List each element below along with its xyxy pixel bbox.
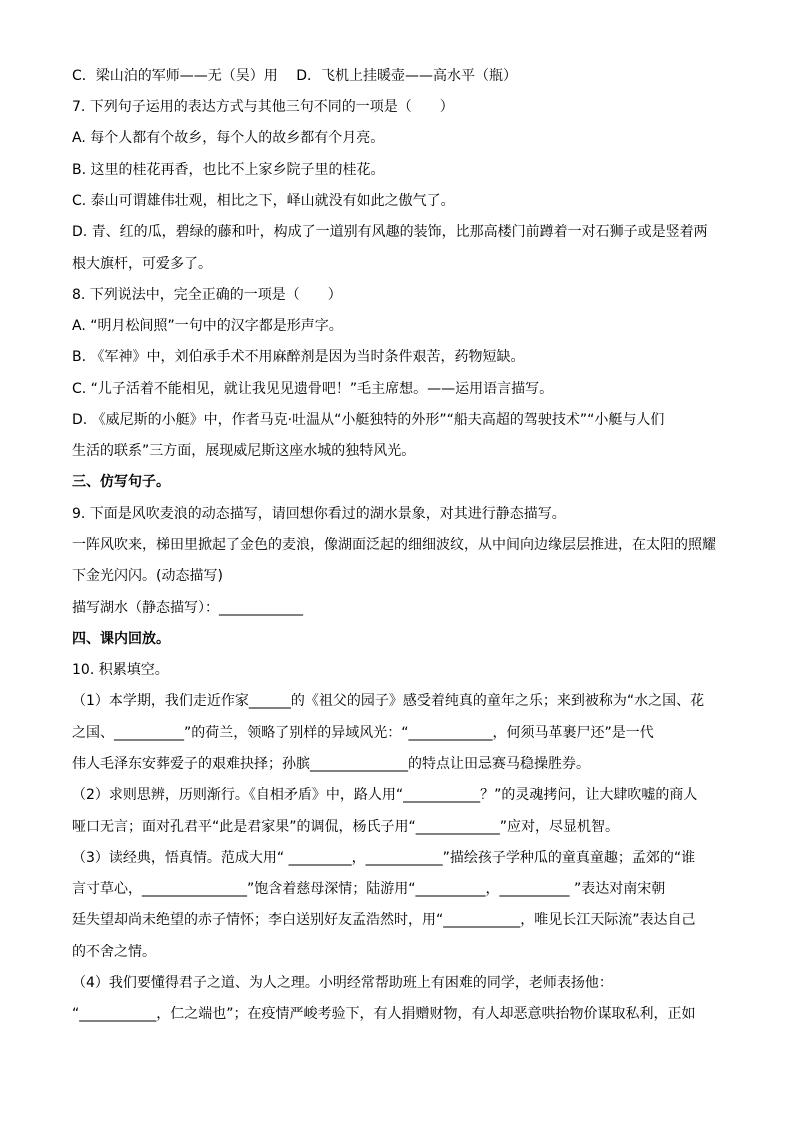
q7-option-d: D. 青、红的瓜，碧绿的藤和叶，构成了一道别有风趣的装饰，比那高楼门前蹲着一对石狮子或是竖着两 [72,224,708,240]
q10-part-3-cont3: 的不舍之情。 [72,944,156,960]
q7-option-c: C. 泰山可谓雄伟壮观，相比之下，峄山就没有如此之傲气了。 [72,193,455,209]
q10-part-2: （2）求则思辨，历则渐行。《自相矛盾》中，路人用“___________？”的灵魂拷问，让大肆吹嘘的商人 [72,787,698,803]
q7-option-a: A. 每个人都有个故乡，每个人的故乡都有个月亮。 [72,130,385,146]
option-c-d-line: C．梁山泊的军师——无（吴）用 D．飞机上挂暖壶——高水平（瓶） [72,68,518,84]
q10-part-4-cont: “___________，仁之端也”；在疫情严峻考验下，有人捐赠财物，有人却恶意哄抬物价谋取私利，正如 [72,1006,696,1022]
q8-option-b: B. 《军神》中，刘伯承手术不用麻醉剂是因为当时条件艰苦，药物短缺。 [72,349,525,365]
q7-option-b: B. 这里的桂花再香，也比不上家乡院子里的桂花。 [72,162,385,178]
q9-example-cont: 下金光闪闪。(动态描写) [72,568,223,584]
q7-option-d-cont: 根大旗杆，可爱多了。 [72,256,212,272]
question-9: 9. 下面是风吹麦浪的动态描写，请回想你看过的湖水景象，对其进行静态描写。 [72,506,566,522]
question-7: 7. 下列句子运用的表达方式与其他三句不同的一项是（ ） [72,99,454,115]
q10-part-3-cont2: 廷失望却尚未绝望的赤子情怀；李白送别好友孟浩然时，用“___________，唯见长江天际流”表达自己 [72,912,696,928]
q8-option-c: C. “儿子活着不能相见，就让我见见遗骨吧！”毛主席想。——运用语言描写。 [72,381,554,397]
q8-option-d-cont: 生活的联系”三方面，展现威尼斯这座水城的独特风光。 [72,443,416,459]
q10-part-3-cont: 言寸草心，_______________”饱含着慈母深情；陆游用“__________，__________ ”表达对南宋朝 [72,881,666,897]
q10-part-1: （1）本学期，我们走近作家______的《祖父的园子》感受着纯真的童年之乐；来到被称为“水之国、花 [72,693,705,709]
q9-answer-line: 描写湖水（静态描写）：____________ [72,600,303,616]
question-10: 10. 积累填空。 [72,662,169,678]
section-4-heading: 四、课内回放。 [72,631,170,647]
q10-part-1-cont2: 伟人毛泽东安葬爱子的艰难抉择；孙膑______________的特点让田忌赛马稳操胜券。 [72,756,590,772]
q10-part-1-cont: 之国、__________”的荷兰，领略了别样的异域风光：“____________，何须马革裹尸还”是一代 [72,725,654,741]
q8-option-a: A. “明月松间照”一句中的汉字都是形声字。 [72,318,343,334]
section-3-heading: 三、仿写句子。 [72,474,170,490]
q10-part-2-cont: 哑口无言；面对孔君平“此是君家果”的调侃，杨氏子用“____________”应对，尽显机智。 [72,819,620,835]
q10-part-3: （3）读经典，悟真情。范成大用“ _________，___________”描绘孩子学种瓜的童真童趣；孟郊的“谁 [72,850,696,866]
q9-example: 一阵风吹来，梯田里掀起了金色的麦浪，像湖面泛起的细细波纹，从中间向边缘层层推进，在太阳的照耀 [72,537,716,553]
q8-option-d: D. 《威尼斯的小艇》中，作者马克·吐温从“小艇独特的外形”“船夫高超的驾驶技术”“小艇与人们 [72,412,665,428]
question-8: 8. 下列说法中，完全正确的一项是（ ） [72,287,342,303]
q10-part-4: （4）我们要懂得君子之道、为人之理。小明经常帮助班上有困难的同学，老师表扬他： [72,975,613,991]
